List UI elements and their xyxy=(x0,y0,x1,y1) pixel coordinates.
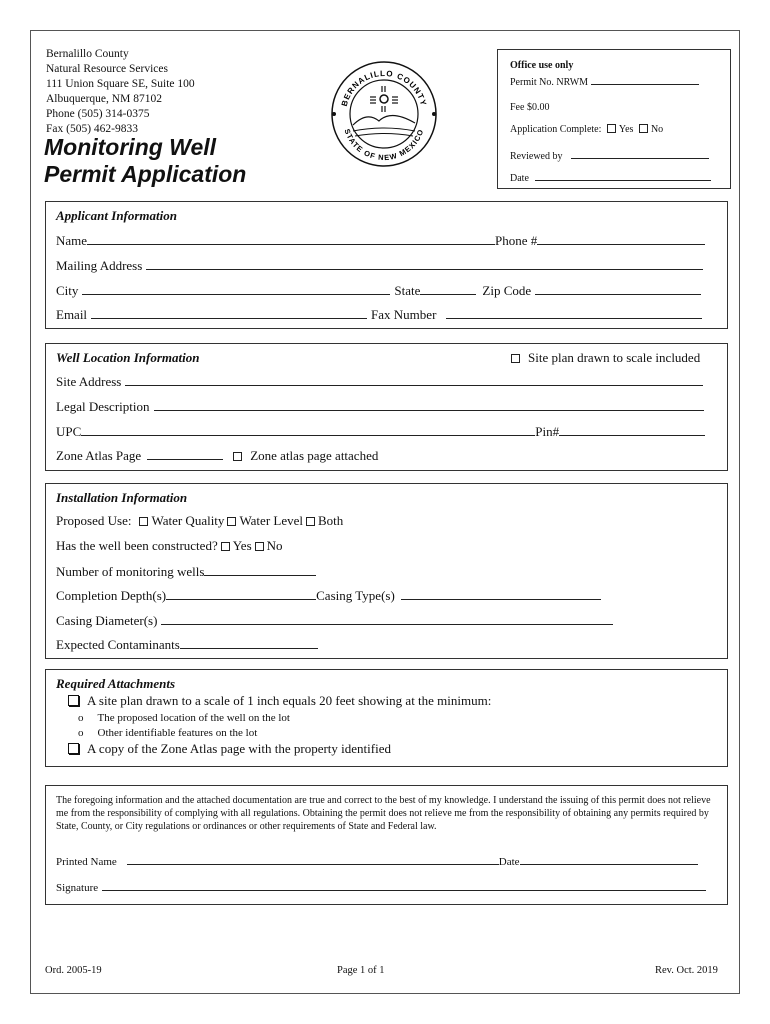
agency-name: Bernalillo County xyxy=(46,48,129,60)
permit-no-field[interactable] xyxy=(591,72,699,85)
agency-phone: Phone (505) 314-0375 xyxy=(46,108,150,120)
agency-street: 111 Union Square SE, Suite 100 xyxy=(46,78,195,90)
svg-text:BERNALILLO COUNTY xyxy=(340,69,428,107)
fax-label: Fax Number xyxy=(371,307,437,322)
zone-page-label: Zone Atlas Page xyxy=(56,448,142,463)
reviewed-field[interactable] xyxy=(571,146,709,159)
both-label: Both xyxy=(318,513,344,528)
upc-field[interactable] xyxy=(81,423,535,436)
mailing-field[interactable] xyxy=(146,257,703,270)
num-wells-label: Number of monitoring wells xyxy=(56,564,205,579)
printed-name-label: Printed Name xyxy=(56,856,117,868)
contaminants-label: Expected Contaminants xyxy=(56,637,180,652)
applicant-section xyxy=(45,201,728,329)
bullet-circle-icon: o xyxy=(78,727,84,739)
site-plan-checkbox[interactable] xyxy=(511,354,520,363)
install-heading: Installation Information xyxy=(56,490,188,505)
site-plan-attach-checkbox[interactable] xyxy=(68,695,79,706)
city-label: City xyxy=(56,283,79,298)
legal-label: Legal Description xyxy=(56,399,150,414)
office-heading: Office use only xyxy=(510,60,574,71)
zip-label: Zip Code xyxy=(482,283,532,298)
footer-ord: Ord. 2005-19 xyxy=(45,965,102,976)
site-plan-label: Site plan drawn to scale included xyxy=(528,350,701,365)
site-address-label: Site Address xyxy=(56,374,122,389)
agency-city: Albuquerque, NM 87102 xyxy=(46,93,162,105)
name-label: Name xyxy=(56,233,88,248)
title-line-2: Permit Application xyxy=(44,161,247,187)
complete-yes-label: Yes xyxy=(618,124,634,135)
agency-address xyxy=(46,47,195,137)
footer-page: Page 1 of 1 xyxy=(337,965,385,976)
constructed-no-checkbox[interactable] xyxy=(255,542,264,551)
signature-label: Signature xyxy=(56,882,99,894)
site-address-field[interactable] xyxy=(125,373,703,386)
water-quality-checkbox[interactable] xyxy=(139,517,148,526)
complete-label: Application Complete: xyxy=(510,124,602,135)
title-line-1: Monitoring Well xyxy=(44,134,217,160)
agency-dept: Natural Resource Services xyxy=(46,63,168,75)
water-level-label: Water Level xyxy=(239,513,303,528)
permit-no-label: Permit No. NRWM xyxy=(510,77,589,88)
zone-attached-label: Zone atlas page attached xyxy=(250,448,379,463)
both-checkbox[interactable] xyxy=(306,517,315,526)
proposed-use-label: Proposed Use: xyxy=(56,513,132,528)
constructed-label: Has the well been constructed? xyxy=(56,538,218,553)
legal-field[interactable] xyxy=(154,398,704,411)
zone-page-field[interactable] xyxy=(147,447,223,460)
reviewed-label: Reviewed by xyxy=(510,151,563,162)
depth-label: Completion Depth(s) xyxy=(56,588,167,603)
water-level-checkbox[interactable] xyxy=(227,517,236,526)
state-field[interactable] xyxy=(420,282,476,295)
office-date-label: Date xyxy=(510,173,529,184)
constructed-no-label: No xyxy=(266,538,283,553)
decl-date-label: Date xyxy=(498,856,520,868)
pin-field[interactable] xyxy=(559,423,705,436)
office-use-box xyxy=(497,49,731,189)
seal-bottom-text: STATE OF NEW MEXICO xyxy=(342,127,426,163)
attach-sub-2: Other identifiable features on the lot xyxy=(97,727,258,739)
num-wells-field[interactable] xyxy=(204,563,316,576)
declaration-text: The foregoing information and the attached documentation are true and correct to the best of my knowledge. I understand the issuing of this permit does not relieve me from the responsibility of complying with all regulations. Obtaining the permit does not relieve me from the responsibility of obtaining any permits required by State, County, or City regulations or ordinances or other requirements of State and Federal law. xyxy=(56,795,711,832)
attach-item-1: A site plan drawn to a scale of 1 inch equals 20 feet showing at the minimum: xyxy=(87,693,492,708)
constructed-yes-label: Yes xyxy=(232,538,252,553)
email-label: Email xyxy=(56,307,88,322)
form-page xyxy=(30,30,740,994)
installation-section xyxy=(45,483,728,659)
declaration-section xyxy=(45,785,728,905)
seal-top-text: BERNALILLO COUNTY xyxy=(339,68,429,108)
contaminants-field[interactable] xyxy=(180,636,318,649)
attach-item-2: A copy of the Zone Atlas page with the property identified xyxy=(87,741,391,756)
well-location-section xyxy=(45,343,728,471)
office-date-field[interactable] xyxy=(535,168,711,181)
attachments-section xyxy=(45,669,728,767)
zone-attached-checkbox[interactable] xyxy=(233,452,242,461)
depth-field[interactable] xyxy=(166,587,316,600)
agency-fax: Fax (505) 462-9833 xyxy=(46,123,138,135)
county-seal-icon xyxy=(329,59,439,169)
water-quality-label: Water Quality xyxy=(151,513,225,528)
casing-diam-label: Casing Diameter(s) xyxy=(56,613,158,628)
signature-field[interactable] xyxy=(102,878,706,891)
applicant-heading: Applicant Information xyxy=(56,208,177,223)
upc-label: UPC xyxy=(56,424,82,439)
complete-no-label: No xyxy=(650,124,664,135)
fax-field[interactable] xyxy=(446,306,702,319)
zone-atlas-attach-checkbox[interactable] xyxy=(68,743,79,754)
attach-sub-1: The proposed location of the well on the lot xyxy=(97,712,290,724)
fee-label: Fee $0.00 xyxy=(510,102,550,113)
email-field[interactable] xyxy=(91,306,367,319)
name-field[interactable] xyxy=(87,232,495,245)
footer-rev: Rev. Oct. 2019 xyxy=(655,965,718,976)
casing-diam-field[interactable] xyxy=(161,612,613,625)
phone-label: Phone # xyxy=(495,233,538,248)
casing-type-label: Casing Type(s) xyxy=(316,588,395,603)
state-label: State xyxy=(394,283,421,298)
printed-name-field[interactable] xyxy=(127,852,499,865)
casing-type-field[interactable] xyxy=(401,587,601,600)
phone-field[interactable] xyxy=(537,232,705,245)
well-heading: Well Location Information xyxy=(56,350,200,365)
attachments-heading: Required Attachments xyxy=(56,676,176,691)
decl-date-field[interactable] xyxy=(520,852,698,865)
mailing-label: Mailing Address xyxy=(56,258,143,273)
zip-field[interactable] xyxy=(535,282,701,295)
complete-yes-checkbox[interactable] xyxy=(607,124,616,133)
form-title xyxy=(44,134,246,188)
constructed-yes-checkbox[interactable] xyxy=(221,542,230,551)
city-field[interactable] xyxy=(82,282,390,295)
bullet-circle-icon: o xyxy=(78,712,84,724)
complete-no-checkbox[interactable] xyxy=(639,124,648,133)
pin-label: Pin# xyxy=(535,424,560,439)
